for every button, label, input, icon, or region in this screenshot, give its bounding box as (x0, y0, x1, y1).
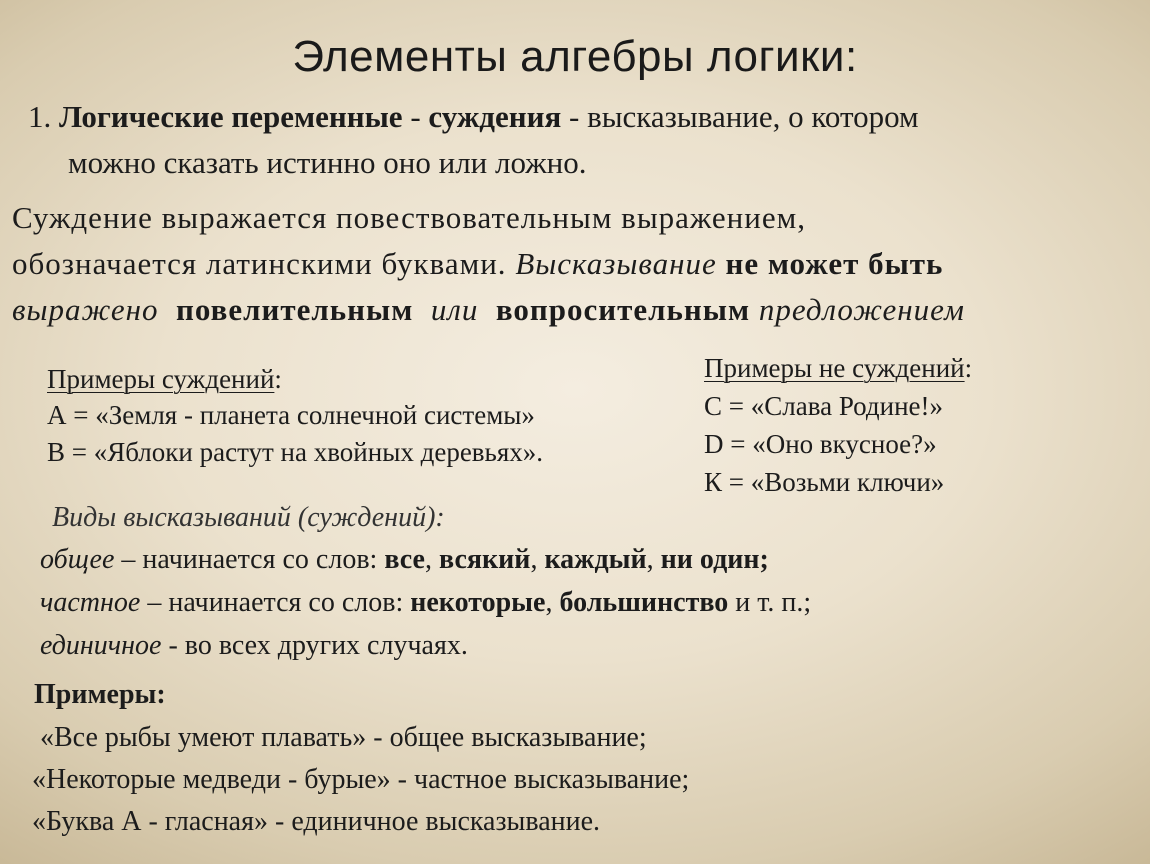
example-non-judgment-k: К = «Возьми ключи» (704, 467, 945, 497)
statement-line-2 (12, 246, 943, 282)
type-singular-text: - во всех других случаях. (161, 630, 468, 661)
statement-imperative: повелительным (176, 292, 414, 327)
statement-designation: обозначается латинскими буквами. (12, 246, 507, 281)
definition-text: - высказывание, о котором (561, 99, 919, 134)
statement-or: или (430, 292, 479, 327)
keyword-all: все (384, 544, 425, 575)
types-heading: Виды высказываний (суждений): (52, 502, 445, 533)
term-logical-variables: Логические переменные (59, 99, 403, 134)
example-singular: «Буква А - гласная» - единичное высказывание. (32, 806, 601, 837)
example-judgment-a: А = «Земля - планета солнечной системы» (47, 400, 535, 430)
statement-expressed: выражено (12, 292, 159, 327)
type-particular-name: частное (40, 587, 141, 618)
dash: - (402, 99, 429, 134)
statement-line-3 (12, 292, 965, 328)
statement-line-1: Суждение выражается повествовательным выражением, (12, 200, 806, 235)
page-title: Элементы алгебры логики: (292, 32, 858, 81)
point-1-line-1 (28, 99, 919, 135)
type-particular-tail: и т. п.; (728, 587, 812, 618)
type-general-text: – начинается со слов: (114, 544, 385, 575)
keyword-each: каждый (544, 544, 647, 575)
example-non-judgment-c: С = «Слава Родине!» (704, 391, 944, 421)
keyword-some: некоторые (410, 587, 546, 618)
examples-heading: Примеры: (34, 679, 166, 710)
type-singular (40, 630, 468, 662)
examples-judgments-heading (47, 364, 282, 395)
separator: , (425, 544, 439, 575)
separator: , (646, 544, 661, 575)
separator: , (545, 587, 560, 618)
keyword-none: ни один; (660, 544, 769, 575)
examples-non-judgments-heading (704, 353, 972, 384)
statement-cannot-be: не может быть (725, 246, 944, 281)
example-judgment-b: В = «Яблоки растут на хвойных деревьях». (47, 437, 544, 467)
example-general: «Все рыбы умеют плавать» - общее высказывание; (40, 722, 647, 753)
type-particular (40, 587, 811, 619)
term-judgments: суждения (428, 99, 562, 134)
statement-sentence: предложением (758, 292, 965, 327)
point-1-line-2: можно сказать истинно оно или ложно. (68, 145, 587, 180)
statement-italic-word: Высказывание (515, 246, 717, 281)
point-number: 1. (28, 99, 52, 134)
keyword-majority: большинство (559, 587, 729, 618)
colon: : (274, 364, 282, 394)
example-particular: «Некоторые медведи - бурые» - частное высказывание; (32, 764, 690, 795)
statement-interrogative: вопросительным (495, 292, 751, 327)
example-non-judgment-d: D = «Оно вкусное?» (704, 429, 937, 459)
examples-non-judgments-heading-text: Примеры не суждений (704, 353, 965, 383)
keyword-any: всякий (439, 544, 531, 575)
examples-judgments-heading-text: Примеры суждений (47, 364, 275, 394)
separator: , (530, 544, 545, 575)
type-general (40, 544, 769, 576)
type-particular-text: – начинается со слов: (140, 587, 411, 618)
type-general-name: общее (40, 544, 115, 575)
colon: : (964, 353, 973, 383)
type-singular-name: единичное (40, 630, 162, 661)
